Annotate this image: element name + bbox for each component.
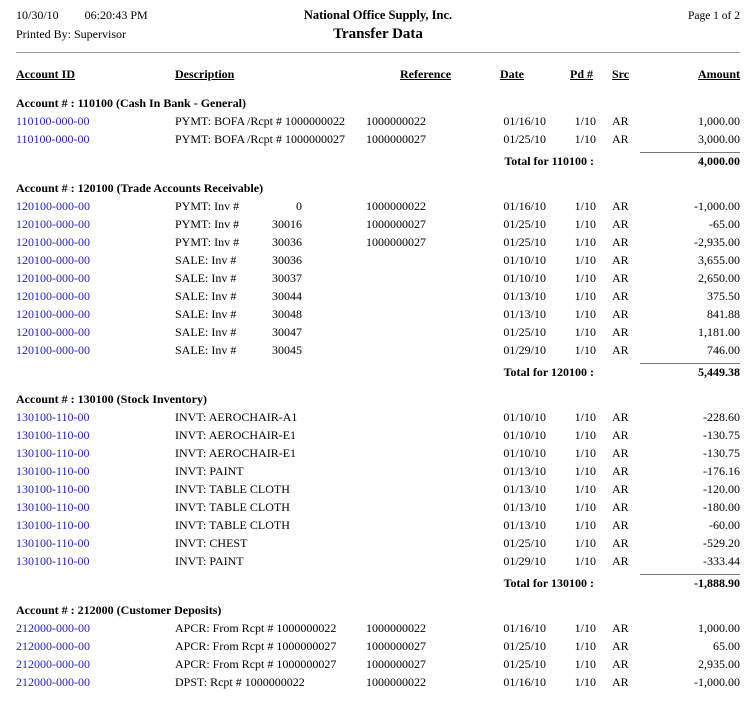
account-id-link[interactable]: 120100-000-00 xyxy=(16,325,90,339)
report-title: Transfer Data xyxy=(333,26,423,42)
period-cell: 1/10 xyxy=(574,217,596,231)
period-cell: 1/10 xyxy=(574,518,596,532)
amount-cell: -333.44 xyxy=(703,554,740,568)
period-cell: 1/10 xyxy=(574,554,596,568)
description-label: APCR: From Rcpt # 1000000027 xyxy=(175,639,337,653)
date-cell: 01/13/10 xyxy=(503,500,546,514)
date-cell: 01/10/10 xyxy=(503,428,546,442)
description-label: PYMT: BOFA xyxy=(175,132,246,146)
account-id-link[interactable]: 110100-000-00 xyxy=(16,132,90,146)
period-cell: 1/10 xyxy=(574,325,596,339)
amount-cell: -176.16 xyxy=(703,464,740,478)
total-amount: -1,888.90 xyxy=(640,574,740,591)
description-cell xyxy=(175,132,366,147)
table-row xyxy=(16,554,740,572)
description-cell xyxy=(175,482,366,497)
table-row xyxy=(16,132,740,150)
account-id-link[interactable]: 120100-000-00 xyxy=(16,253,90,267)
description-cell xyxy=(175,289,366,304)
source-cell: AR xyxy=(612,621,629,635)
period-cell: 1/10 xyxy=(574,639,596,653)
description-cell xyxy=(175,253,366,268)
date-cell: 01/13/10 xyxy=(503,518,546,532)
description-label: INVT: CHEST xyxy=(175,536,248,550)
section-total-row xyxy=(16,574,740,594)
amount-cell: -60.00 xyxy=(709,518,740,532)
source-cell: AR xyxy=(612,199,629,213)
account-id-link[interactable]: 130100-110-00 xyxy=(16,446,90,460)
total-amount: 5,449.38 xyxy=(640,363,740,380)
description-cell xyxy=(175,325,366,340)
source-cell: AR xyxy=(612,410,629,424)
description-label: APCR: From Rcpt # 1000000027 xyxy=(175,657,337,671)
period-cell: 1/10 xyxy=(574,621,596,635)
description-detail: 30036 xyxy=(272,253,302,267)
page-indicator: Page 1 of 2 xyxy=(687,10,740,22)
description-detail: /Rcpt # 1000000027 xyxy=(247,132,345,146)
date-cell: 01/25/10 xyxy=(503,639,546,653)
amount-cell: 3,000.00 xyxy=(698,132,740,146)
amount-cell: -1,000.00 xyxy=(694,675,740,689)
table-row xyxy=(16,114,740,132)
column-header-date: Date xyxy=(500,67,524,81)
period-cell: 1/10 xyxy=(574,500,596,514)
table-row xyxy=(16,410,740,428)
description-cell xyxy=(175,199,366,214)
description-detail: 30016 xyxy=(272,217,302,231)
description-label: INVT: AEROCHAIR-E1 xyxy=(175,428,297,442)
print-time: 06:20:43 PM xyxy=(84,8,148,22)
description-detail: 30044 xyxy=(272,289,302,303)
description-cell xyxy=(175,235,366,250)
description-label: SALE: Inv # xyxy=(175,271,237,285)
description-cell xyxy=(175,639,366,654)
date-cell: 01/13/10 xyxy=(503,464,546,478)
account-id-link[interactable]: 130100-110-00 xyxy=(16,500,90,514)
description-label: SALE: Inv # xyxy=(175,325,237,339)
period-cell: 1/10 xyxy=(574,464,596,478)
amount-cell: -120.00 xyxy=(703,482,740,496)
amount-cell: -1,000.00 xyxy=(694,199,740,213)
source-cell: AR xyxy=(612,657,629,671)
header-line-2 xyxy=(16,26,740,48)
source-cell: AR xyxy=(612,446,629,460)
source-cell: AR xyxy=(612,343,629,357)
amount-cell: 841.88 xyxy=(707,307,740,321)
column-header-src: Src xyxy=(612,67,630,81)
section-total-row xyxy=(16,152,740,172)
table-row xyxy=(16,253,740,271)
date-cell: 01/29/10 xyxy=(503,343,546,357)
period-cell: 1/10 xyxy=(574,307,596,321)
header-datetime xyxy=(16,8,246,23)
period-cell: 1/10 xyxy=(574,235,596,249)
amount-cell: 746.00 xyxy=(707,343,740,357)
date-cell: 01/16/10 xyxy=(503,675,546,689)
date-cell: 01/25/10 xyxy=(503,657,546,671)
description-cell xyxy=(175,428,366,443)
section-total-row xyxy=(16,363,740,383)
period-cell: 1/10 xyxy=(574,343,596,357)
account-id-link[interactable]: 120100-000-00 xyxy=(16,199,90,213)
table-row xyxy=(16,446,740,464)
column-header-row xyxy=(16,67,740,87)
period-cell: 1/10 xyxy=(574,114,596,128)
period-cell: 1/10 xyxy=(574,675,596,689)
column-header-amount: Amount xyxy=(697,67,740,81)
description-label: INVT: TABLE CLOTH xyxy=(175,518,290,532)
table-row xyxy=(16,217,740,235)
account-id-link[interactable]: 212000-000-00 xyxy=(16,675,90,689)
account-id-link[interactable]: 120100-000-00 xyxy=(16,271,90,285)
period-cell: 1/10 xyxy=(574,271,596,285)
amount-cell: -2,935.00 xyxy=(694,235,740,249)
source-cell: AR xyxy=(612,253,629,267)
description-detail: 30048 xyxy=(272,307,302,321)
description-cell xyxy=(175,343,366,358)
section-heading: Account # : 212000 (Customer Deposits) xyxy=(16,603,222,617)
description-detail: 30047 xyxy=(272,325,302,339)
reference-cell: 1000000022 xyxy=(366,199,426,213)
account-id-link[interactable]: 212000-000-00 xyxy=(16,657,90,671)
section-heading: Account # : 130100 (Stock Inventory) xyxy=(16,392,207,406)
report-rows xyxy=(16,96,740,693)
table-row xyxy=(16,621,740,639)
reference-cell: 1000000027 xyxy=(366,639,426,653)
source-cell: AR xyxy=(612,500,629,514)
description-cell xyxy=(175,307,366,322)
description-cell xyxy=(175,446,366,461)
account-id-link[interactable]: 120100-000-00 xyxy=(16,217,90,231)
account-id-link[interactable]: 130100-110-00 xyxy=(16,428,90,442)
table-row xyxy=(16,657,740,675)
period-cell: 1/10 xyxy=(574,132,596,146)
table-row xyxy=(16,307,740,325)
account-id-link[interactable]: 110100-000-00 xyxy=(16,114,90,128)
date-cell: 01/29/10 xyxy=(503,554,546,568)
description-cell xyxy=(175,675,366,690)
source-cell: AR xyxy=(612,132,629,146)
description-cell xyxy=(175,217,366,232)
amount-cell: 2,650.00 xyxy=(698,271,740,285)
account-id-link[interactable]: 120100-000-00 xyxy=(16,235,90,249)
table-row xyxy=(16,343,740,361)
description-label: APCR: From Rcpt # 1000000022 xyxy=(175,621,337,635)
company-name: National Office Supply, Inc. xyxy=(303,8,453,22)
source-cell: AR xyxy=(612,536,629,550)
description-label: SALE: Inv # xyxy=(175,343,237,357)
period-cell: 1/10 xyxy=(574,536,596,550)
description-cell xyxy=(175,271,366,286)
date-cell: 01/16/10 xyxy=(503,199,546,213)
description-detail: 0 xyxy=(296,199,302,213)
description-cell xyxy=(175,500,366,515)
description-cell xyxy=(175,410,366,425)
table-row xyxy=(16,235,740,253)
account-id-link[interactable]: 130100-110-00 xyxy=(16,536,90,550)
reference-cell: 1000000027 xyxy=(366,657,426,671)
table-row xyxy=(16,500,740,518)
account-id-link[interactable]: 212000-000-00 xyxy=(16,621,90,635)
description-cell xyxy=(175,114,366,129)
period-cell: 1/10 xyxy=(574,657,596,671)
print-date: 10/30/10 xyxy=(16,8,59,22)
period-cell: 1/10 xyxy=(574,253,596,267)
description-detail: 30045 xyxy=(272,343,302,357)
source-cell: AR xyxy=(612,289,629,303)
description-cell xyxy=(175,464,366,479)
section-heading: Account # : 120100 (Trade Accounts Receivable) xyxy=(16,181,264,195)
table-row xyxy=(16,518,740,536)
account-id-link[interactable]: 212000-000-00 xyxy=(16,639,90,653)
reference-cell: 1000000027 xyxy=(366,217,426,231)
account-id-link[interactable]: 130100-110-00 xyxy=(16,482,90,496)
date-cell: 01/16/10 xyxy=(503,621,546,635)
table-row xyxy=(16,639,740,657)
date-cell: 01/13/10 xyxy=(503,289,546,303)
description-cell xyxy=(175,657,366,672)
amount-cell: 3,655.00 xyxy=(698,253,740,267)
date-cell: 01/10/10 xyxy=(503,253,546,267)
date-cell: 01/25/10 xyxy=(503,217,546,231)
reference-cell: 1000000022 xyxy=(366,675,426,689)
period-cell: 1/10 xyxy=(574,199,596,213)
description-label: INVT: TABLE CLOTH xyxy=(175,500,290,514)
source-cell: AR xyxy=(612,114,629,128)
source-cell: AR xyxy=(612,428,629,442)
description-label: INVT: TABLE CLOTH xyxy=(175,482,290,496)
description-label: INVT: AEROCHAIR-A1 xyxy=(175,410,298,424)
table-row xyxy=(16,675,740,693)
account-id-link[interactable]: 120100-000-00 xyxy=(16,343,90,357)
account-id-link[interactable]: 130100-110-00 xyxy=(16,554,90,568)
period-cell: 1/10 xyxy=(574,428,596,442)
date-cell: 01/13/10 xyxy=(503,307,546,321)
description-cell xyxy=(175,621,366,636)
date-cell: 01/10/10 xyxy=(503,410,546,424)
period-cell: 1/10 xyxy=(574,289,596,303)
description-cell xyxy=(175,536,366,551)
account-id-link[interactable]: 130100-110-00 xyxy=(16,464,90,478)
description-label: INVT: PAINT xyxy=(175,554,244,568)
column-header-pd: Pd # xyxy=(570,67,594,81)
description-detail: /Rcpt # 1000000022 xyxy=(247,114,345,128)
date-cell: 01/10/10 xyxy=(503,446,546,460)
period-cell: 1/10 xyxy=(574,410,596,424)
total-amount: 4,000.00 xyxy=(640,152,740,169)
source-cell: AR xyxy=(612,464,629,478)
description-label: DPST: Rcpt # 1000000022 xyxy=(175,675,305,689)
source-cell: AR xyxy=(612,217,629,231)
source-cell: AR xyxy=(612,482,629,496)
source-cell: AR xyxy=(612,325,629,339)
description-label: PYMT: Inv # xyxy=(175,217,240,231)
amount-cell: -180.00 xyxy=(703,500,740,514)
date-cell: 01/25/10 xyxy=(503,325,546,339)
table-row xyxy=(16,482,740,500)
source-cell: AR xyxy=(612,675,629,689)
reference-cell: 1000000022 xyxy=(366,114,426,128)
table-row xyxy=(16,325,740,343)
total-label: Total for 130100 : xyxy=(503,576,594,590)
description-label: SALE: Inv # xyxy=(175,253,237,267)
column-header-description: Description xyxy=(175,67,235,81)
reference-cell: 1000000027 xyxy=(366,235,426,249)
table-row xyxy=(16,464,740,482)
source-cell: AR xyxy=(612,235,629,249)
description-label: INVT: PAINT xyxy=(175,464,244,478)
reference-cell: 1000000022 xyxy=(366,621,426,635)
description-label: INVT: AEROCHAIR-E1 xyxy=(175,446,297,460)
description-label: PYMT: BOFA xyxy=(175,114,246,128)
account-id-link[interactable]: 130100-110-00 xyxy=(16,410,90,424)
section-heading: Account # : 110100 (Cash In Bank - General) xyxy=(16,96,247,110)
total-label: Total for 110100 : xyxy=(504,154,594,168)
description-detail: 30037 xyxy=(272,271,302,285)
description-label: SALE: Inv # xyxy=(175,289,237,303)
account-id-link[interactable]: 120100-000-00 xyxy=(16,289,90,303)
date-cell: 01/25/10 xyxy=(503,235,546,249)
table-row xyxy=(16,271,740,289)
amount-cell: 1,000.00 xyxy=(698,114,740,128)
source-cell: AR xyxy=(612,518,629,532)
account-id-link[interactable]: 120100-000-00 xyxy=(16,307,90,321)
period-cell: 1/10 xyxy=(574,482,596,496)
account-id-link[interactable]: 130100-110-00 xyxy=(16,518,90,532)
table-row xyxy=(16,428,740,446)
amount-cell: 65.00 xyxy=(713,639,740,653)
source-cell: AR xyxy=(612,639,629,653)
table-row xyxy=(16,199,740,217)
report-header xyxy=(16,8,740,53)
amount-cell: -228.60 xyxy=(703,410,740,424)
amount-cell: 375.50 xyxy=(707,289,740,303)
reference-cell: 1000000027 xyxy=(366,132,426,146)
description-label: PYMT: Inv # xyxy=(175,235,240,249)
amount-cell: 1,000.00 xyxy=(698,621,740,635)
source-cell: AR xyxy=(612,271,629,285)
amount-cell: -529.20 xyxy=(703,536,740,550)
header-line-1 xyxy=(16,8,740,26)
amount-cell: -130.75 xyxy=(703,446,740,460)
description-cell xyxy=(175,518,366,533)
description-label: SALE: Inv # xyxy=(175,307,237,321)
source-cell: AR xyxy=(612,307,629,321)
date-cell: 01/25/10 xyxy=(503,536,546,550)
period-cell: 1/10 xyxy=(574,446,596,460)
amount-cell: -130.75 xyxy=(703,428,740,442)
description-label: PYMT: Inv # xyxy=(175,199,240,213)
amount-cell: 1,181.00 xyxy=(698,325,740,339)
amount-cell: 2,935.00 xyxy=(698,657,740,671)
table-row xyxy=(16,536,740,554)
date-cell: 01/16/10 xyxy=(503,114,546,128)
description-detail: 30036 xyxy=(272,235,302,249)
column-header-account-id: Account ID xyxy=(16,67,75,81)
date-cell: 01/10/10 xyxy=(503,271,546,285)
table-row xyxy=(16,289,740,307)
total-label: Total for 120100 : xyxy=(503,365,594,379)
date-cell: 01/25/10 xyxy=(503,132,546,146)
amount-cell: -65.00 xyxy=(709,217,740,231)
column-header-reference: Reference xyxy=(400,67,452,81)
source-cell: AR xyxy=(612,554,629,568)
description-cell xyxy=(175,554,366,569)
printed-by: Printed By: Supervisor xyxy=(16,27,126,41)
date-cell: 01/13/10 xyxy=(503,482,546,496)
